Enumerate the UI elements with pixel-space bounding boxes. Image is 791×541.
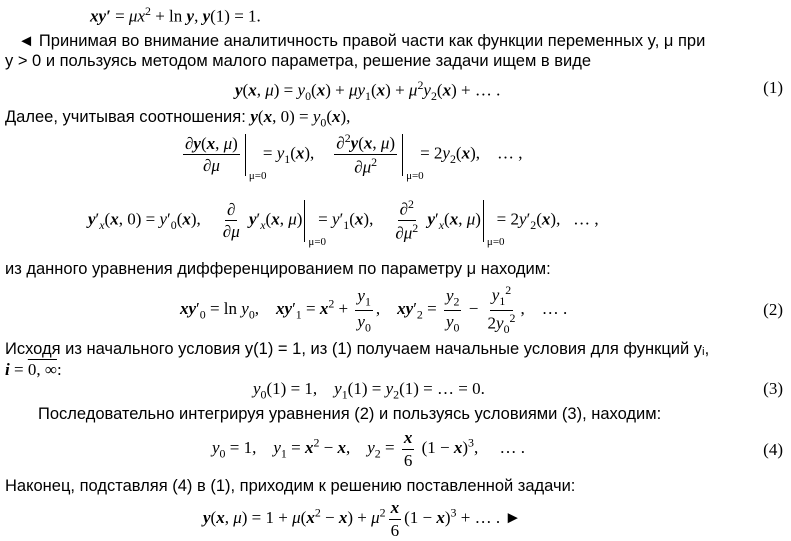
equation-3-number: (3) xyxy=(763,379,783,398)
derivative-row-1: $\frac{\partial y(x, \mu)}{\partial\mu}$ μ=0 = $y_1(x)$, $\frac{\partial^2y(x, \mu)}{\partial\mu^2}$ μ=0 = $2y_2(x)$, … , xyxy=(185,131,523,182)
paragraph-6: Наконец, подставляя (4) в (1), приходим к решению поставленной задачи: xyxy=(5,477,576,495)
equation-4: $y_0 = 1$, $y_1 = x^2 - x$, $y_2$ = $\frac{x}{6}$ $(1 - x)^3$, … . xyxy=(212,428,525,470)
paragraph-3: из данного уравнения дифференцированием по параметру μ находим: xyxy=(5,260,551,278)
paragraph-2: Далее, учитывая соотношения: y(x, $0) = y_0(x)$, xyxy=(5,107,351,130)
equation-1: y(x, $\mu) = y_0(x) + \mu y_1(x) + \mu^2y_2(x)$ + … . xyxy=(235,78,501,104)
equation-2-number: (2) xyxy=(763,300,783,319)
paragraph-4-line-2: i = 0, ∞: xyxy=(5,360,62,379)
paragraph-1-line-2: y > 0 и пользуясь методом малого параметра, решение задачи ищем в виде xyxy=(5,52,592,70)
equation-3: $y_0(1) = 1$, $y_1(1) = y_2(1)$ = … = 0. xyxy=(253,379,485,402)
paragraph-5: Последовательно интегрируя уравнения (2) и пользуясь условиями (3), находим: xyxy=(38,405,662,423)
final-equation: y(x, $\mu) = 1 + \mu(x^2 - x) + \mu^2$ $\frac{x}{6}$ $(1 - x)^3$ + … . ► xyxy=(203,498,522,540)
paragraph-1-line-1: ◄ Принимая во внимание аналитичность правой части как функции переменных y, μ при xyxy=(18,32,706,50)
equation-2: $xy'_0 = \ln y_0$, $xy'_1 = x^2$ + $\frac{y_1}{y_0}$ , $xy'_2$ = $\frac{y_2}{y_0}$ − $\frac{y_1^2}{2y_0^2}$ , … . xyxy=(180,283,568,336)
equation-1-number: (1) xyxy=(763,78,783,97)
equation-4-number: (4) xyxy=(763,440,783,459)
derivative-row-2: $y'_x(x$, $0) = y'_0(x)$, $\frac{\partial}{\partial\mu}$ $y'_x(x$, μ) μ=0 = $y'_1(x)$, $\frac{\partial^2}{\partial\mu^2}$ $y'_x(x$, μ) μ=0 = $2y'_2(x)$, … , xyxy=(88,197,599,248)
top-equation: $xy' = \mu x^2 + \ln y$, y(1) = 1. xyxy=(90,4,261,26)
paragraph-4-line-1: Исходя из начального условия y(1) = 1, из (1) получаем начальные условия для функций yᵢ, xyxy=(5,340,710,358)
